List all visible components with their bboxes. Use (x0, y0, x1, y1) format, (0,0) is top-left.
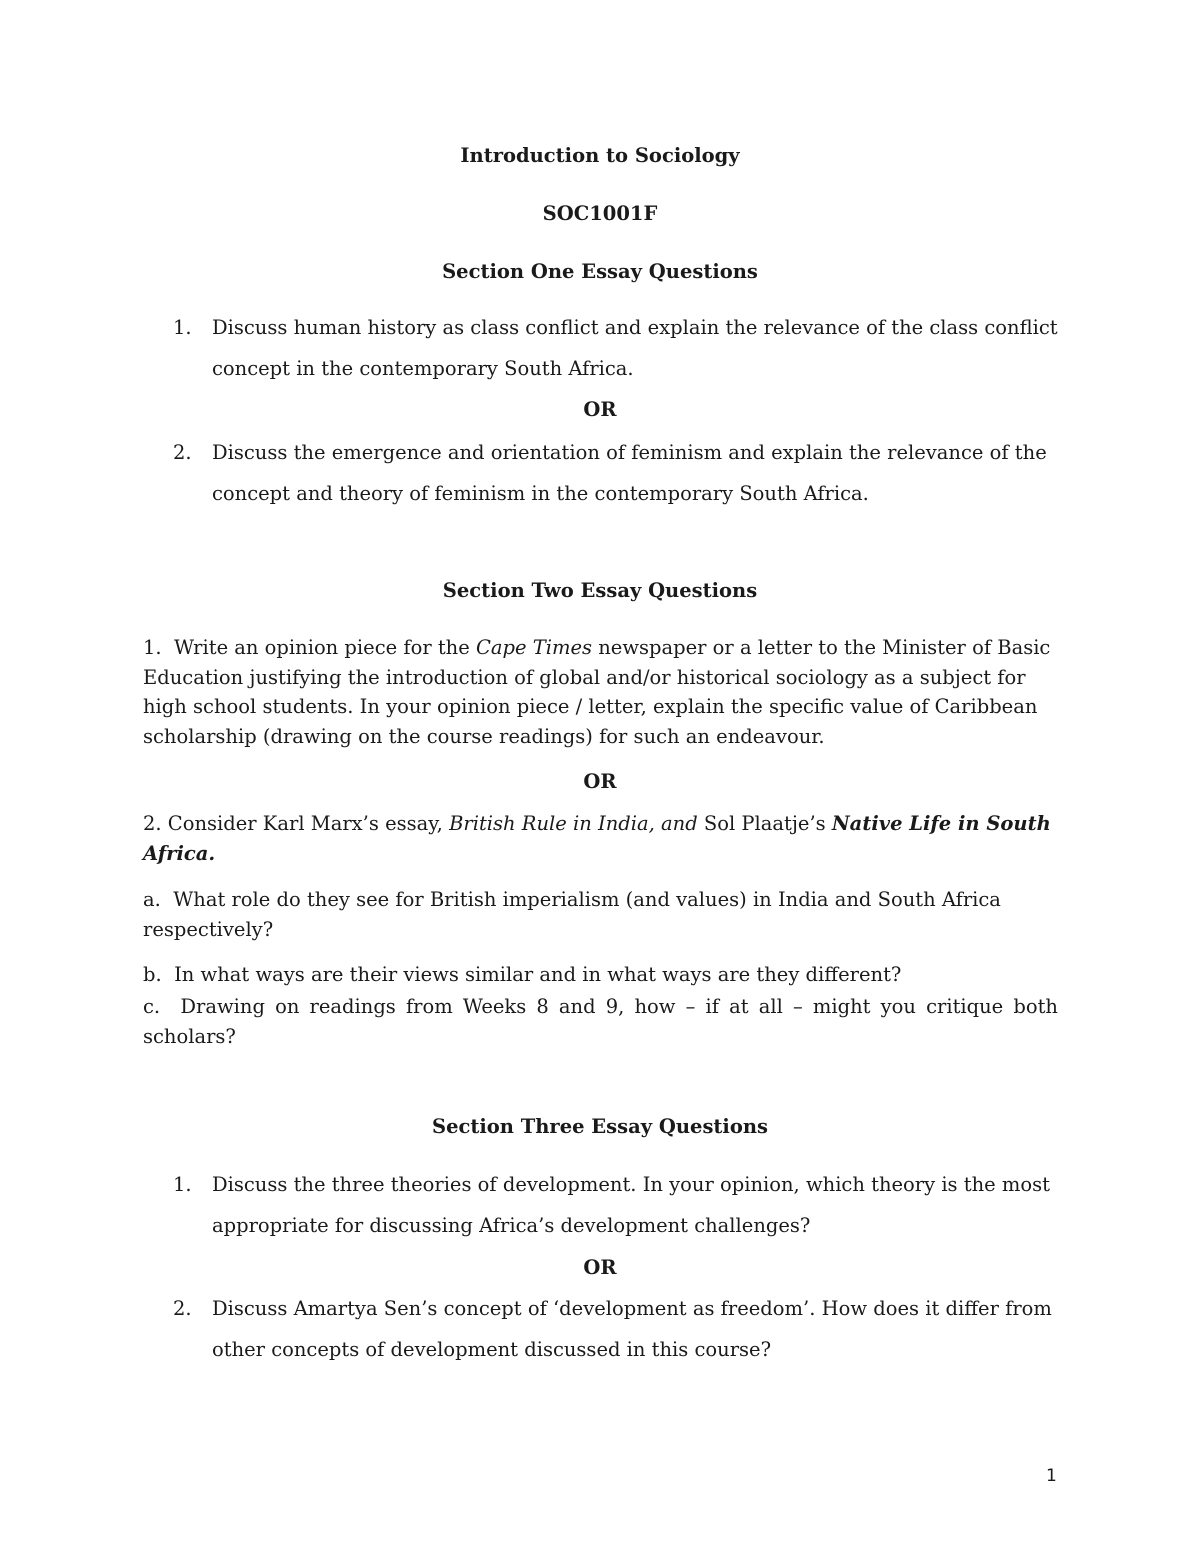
page-number: 1 (1046, 1466, 1057, 1486)
section-two-question-1 (143, 633, 1058, 751)
question-text: 2. Consider Karl Marx’s essay, (143, 812, 450, 835)
question-line: other concepts of development discussed in this course? (212, 1338, 772, 1361)
question-line: Discuss the emergence and orientation of feminism and explain the relevance of the (212, 441, 1047, 464)
question-text: 1. Write an opinion piece for the (143, 636, 476, 659)
section-two-heading: Section Two Essay Questions (442, 579, 758, 602)
question-line: Discuss the three theories of development. In your opinion, which theory is the most (212, 1173, 1050, 1196)
course-code: SOC1001F (542, 202, 658, 225)
section-three-heading: Section Three Essay Questions (431, 1115, 768, 1138)
essay-title: British Rule in India, and (449, 812, 698, 835)
question-line: c. Drawing on readings from Weeks 8 and 9, how – if at all – might you critique both (143, 995, 1058, 1018)
question-text: newspaper or a letter to the Minister of Basic Education justifying the introduction of global and/or historical sociology as a subject for high school students. In your opinion piece / letter, explain the specific value of Caribbean scholarship (drawing on the course readings) for such an endeavour. (143, 636, 1051, 748)
question-line: appropriate for discussing Africa’s development challenges? (212, 1214, 811, 1237)
question-text: Sol Plaatje’s (697, 812, 832, 835)
question-line: concept and theory of feminism in the contemporary South Africa. (212, 482, 869, 505)
question-line: concept in the contemporary South Africa. (212, 357, 634, 380)
question-number: 2. (173, 1297, 192, 1320)
question-line: Discuss Amartya Sen’s concept of ‘development as freedom’. How does it differ from (212, 1297, 1052, 1320)
document-title: Introduction to Sociology (460, 144, 740, 167)
section-one-heading: Section One Essay Questions (442, 260, 758, 283)
question-number: 1. (173, 316, 192, 339)
sub-question-c (143, 992, 1058, 1051)
question-number: 1. (173, 1173, 192, 1196)
sub-question-a: a. What role do they see for British imperialism (and values) in India and South Africa respectively? (143, 888, 1001, 941)
section-two-question-2 (143, 809, 1058, 868)
or-divider: OR (583, 398, 617, 421)
or-divider: OR (583, 1256, 617, 1279)
question-number: 2. (173, 441, 192, 464)
sub-question-b: b. In what ways are their views similar and in what ways are they different? (143, 963, 902, 986)
book-title: Native Life in South Africa. (143, 812, 1051, 865)
question-line: Discuss human history as class conflict and explain the relevance of the class conflict (212, 316, 1058, 339)
newspaper-title: Cape Times (475, 636, 593, 659)
or-divider: OR (583, 770, 617, 793)
question-line: scholars? (143, 1024, 236, 1048)
